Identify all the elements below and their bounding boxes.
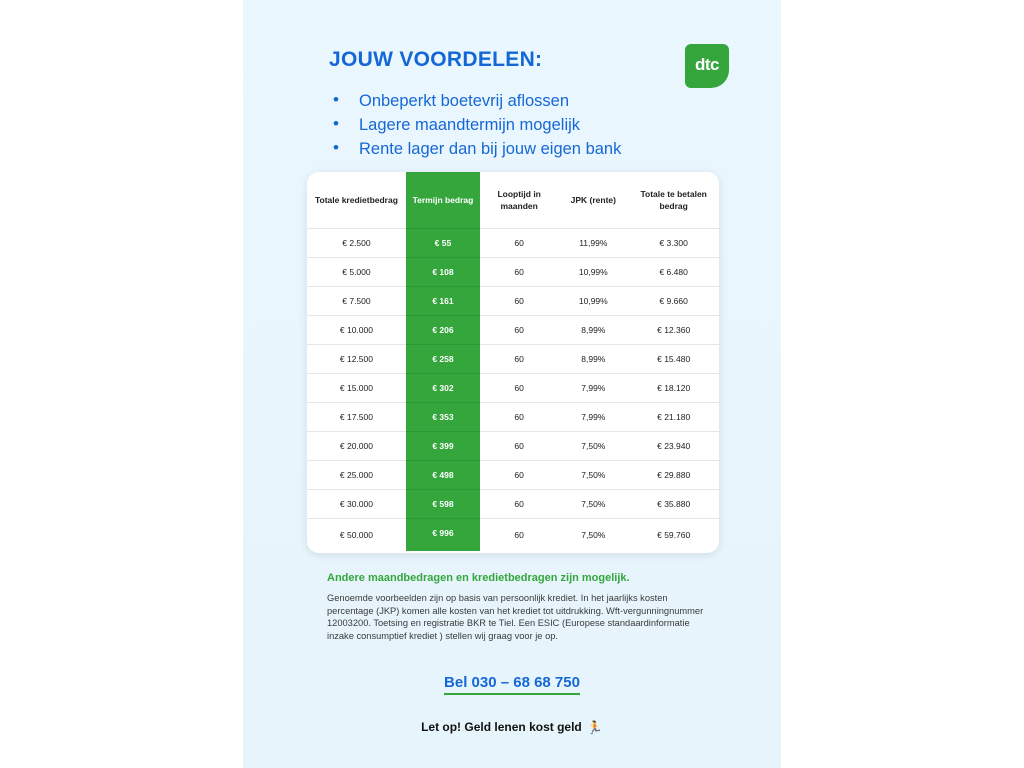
cell-term-amount: € 206 bbox=[406, 316, 480, 345]
cell-total-payable: € 18.120 bbox=[628, 374, 719, 403]
cell-term-amount: € 353 bbox=[406, 403, 480, 432]
cell-duration: 60 bbox=[480, 316, 558, 345]
note-body: Genoemde voorbeelden zijn op basis van persoonlijk krediet. In het jaarlijks kosten percentage (JKP) komen alle kosten van het krediet tot uitdrukking. Wft-vergunningnummer 12003200. Toetsing en registratie BKR te Tiel. Een ESIC (Europese standaardinformatie inzake consumptief krediet ) stellen wij graag voor je op. bbox=[327, 593, 704, 641]
cell-duration: 60 bbox=[480, 229, 558, 258]
column-header-total-credit: Totale kredietbedrag bbox=[307, 172, 406, 229]
cell-jkp: 8,99% bbox=[558, 316, 628, 345]
cell-duration: 60 bbox=[480, 258, 558, 287]
legal-warning bbox=[243, 719, 781, 735]
page-title: JOUW VOORDELEN: bbox=[329, 48, 543, 71]
phone-number[interactable] bbox=[243, 674, 781, 691]
cell-duration: 60 bbox=[480, 345, 558, 374]
cell-jkp: 8,99% bbox=[558, 345, 628, 374]
brand-logo-text: dtc bbox=[695, 54, 719, 74]
phone-number-text: Bel 030 – 68 68 750 bbox=[444, 674, 580, 695]
walking-man-icon: 🏃 bbox=[586, 720, 603, 735]
cell-total-payable: € 12.360 bbox=[628, 316, 719, 345]
table-row bbox=[307, 229, 719, 258]
cell-total-payable: € 6.480 bbox=[628, 258, 719, 287]
table-row bbox=[307, 287, 719, 316]
cell-total-credit: € 15.000 bbox=[307, 374, 406, 403]
cell-total-credit: € 17.500 bbox=[307, 403, 406, 432]
cell-term-amount: € 258 bbox=[406, 345, 480, 374]
cell-jkp: 7,50% bbox=[558, 432, 628, 461]
cell-term-amount: € 161 bbox=[406, 287, 480, 316]
cell-duration: 60 bbox=[480, 374, 558, 403]
cell-total-credit: € 2.500 bbox=[307, 229, 406, 258]
cell-duration: 60 bbox=[480, 432, 558, 461]
cell-duration: 60 bbox=[480, 403, 558, 432]
poster-panel bbox=[243, 0, 781, 768]
note-title: Andere maandbedragen en kredietbedragen zijn mogelijk. bbox=[327, 572, 630, 584]
cell-total-credit: € 30.000 bbox=[307, 490, 406, 519]
table-row bbox=[307, 258, 719, 287]
cell-duration: 60 bbox=[480, 519, 558, 552]
column-header-total-payable: Totale te betalen bedrag bbox=[628, 172, 719, 229]
table-row bbox=[307, 403, 719, 432]
table-row bbox=[307, 374, 719, 403]
table-row bbox=[307, 519, 719, 552]
cell-jkp: 7,99% bbox=[558, 403, 628, 432]
table-row bbox=[307, 432, 719, 461]
benefits-list bbox=[329, 90, 621, 162]
cell-total-credit: € 25.000 bbox=[307, 461, 406, 490]
table-header-row bbox=[307, 172, 719, 229]
column-header-term-amount: Termijn bedrag bbox=[406, 172, 480, 229]
cell-term-amount: € 55 bbox=[406, 229, 480, 258]
column-header-duration: Looptijd in maanden bbox=[480, 172, 558, 229]
table-row bbox=[307, 490, 719, 519]
cell-term-amount: € 996 bbox=[406, 519, 480, 552]
cell-duration: 60 bbox=[480, 461, 558, 490]
brand-logo bbox=[685, 44, 729, 88]
cell-jkp: 10,99% bbox=[558, 287, 628, 316]
cell-term-amount: € 498 bbox=[406, 461, 480, 490]
cell-duration: 60 bbox=[480, 287, 558, 316]
cell-term-amount: € 108 bbox=[406, 258, 480, 287]
cell-total-credit: € 10.000 bbox=[307, 316, 406, 345]
cell-jkp: 10,99% bbox=[558, 258, 628, 287]
cell-total-payable: € 3.300 bbox=[628, 229, 719, 258]
rates-table bbox=[307, 172, 719, 551]
table-row bbox=[307, 316, 719, 345]
cell-total-payable: € 15.480 bbox=[628, 345, 719, 374]
cell-total-payable: € 21.180 bbox=[628, 403, 719, 432]
cell-jkp: 11,99% bbox=[558, 229, 628, 258]
cell-total-payable: € 9.660 bbox=[628, 287, 719, 316]
cell-jkp: 7,50% bbox=[558, 461, 628, 490]
cell-jkp: 7,50% bbox=[558, 519, 628, 552]
cell-total-payable: € 59.760 bbox=[628, 519, 719, 552]
cell-total-payable: € 35.880 bbox=[628, 490, 719, 519]
table-row bbox=[307, 461, 719, 490]
cell-total-payable: € 29.880 bbox=[628, 461, 719, 490]
rates-card bbox=[307, 172, 719, 553]
cell-term-amount: € 302 bbox=[406, 374, 480, 403]
cell-duration: 60 bbox=[480, 490, 558, 519]
table-row bbox=[307, 345, 719, 374]
cell-total-credit: € 20.000 bbox=[307, 432, 406, 461]
cell-jkp: 7,99% bbox=[558, 374, 628, 403]
cell-jkp: 7,50% bbox=[558, 490, 628, 519]
cell-total-credit: € 50.000 bbox=[307, 519, 406, 552]
list-item: • Rente lager dan bij jouw eigen bank bbox=[329, 138, 621, 160]
cell-total-credit: € 7.500 bbox=[307, 287, 406, 316]
column-header-jkp: JPK (rente) bbox=[558, 172, 628, 229]
list-item: • Lagere maandtermijn mogelijk bbox=[329, 114, 621, 136]
cell-term-amount: € 399 bbox=[406, 432, 480, 461]
cell-total-credit: € 12.500 bbox=[307, 345, 406, 374]
cell-total-credit: € 5.000 bbox=[307, 258, 406, 287]
list-item: • Onbeperkt boetevrij aflossen bbox=[329, 90, 621, 112]
cell-total-payable: € 23.940 bbox=[628, 432, 719, 461]
legal-warning-text: Let op! Geld lenen kost geld bbox=[421, 720, 582, 734]
cell-term-amount: € 598 bbox=[406, 490, 480, 519]
